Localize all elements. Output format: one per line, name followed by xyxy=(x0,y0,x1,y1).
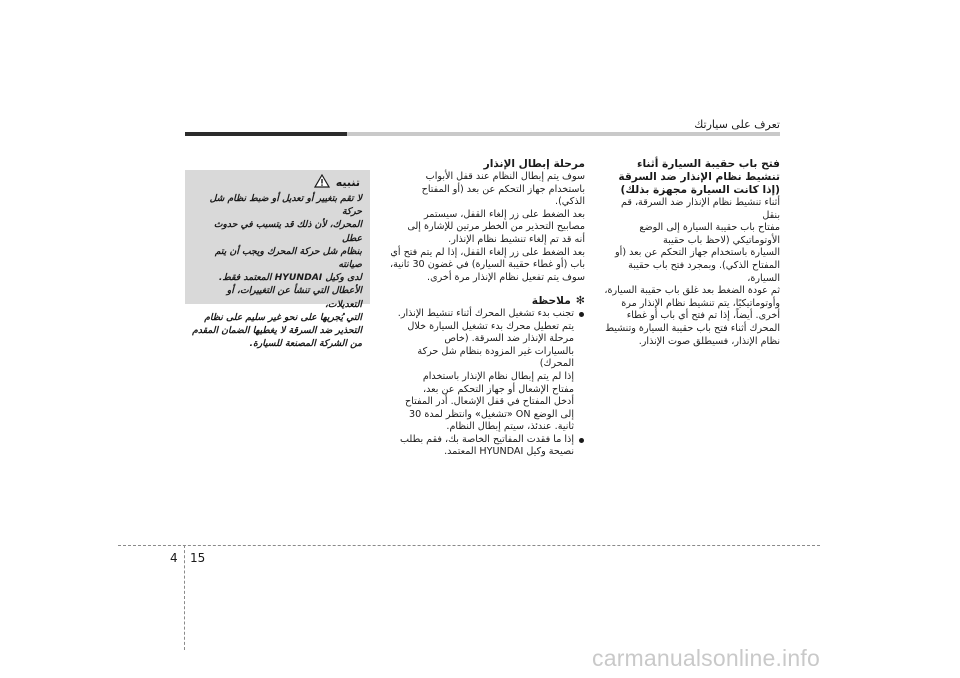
body-line: وأوتوماتيكيًا، يتم تنشيط نظام الإنذار مرة xyxy=(621,297,780,309)
warning-heading-label: تنبيه xyxy=(335,176,360,189)
bullet-line: مرحلة الإنذار ضد السرقة. (خاص xyxy=(444,333,574,345)
body-line: السيارة باستخدام جهاز التحكم عن بعد (أو xyxy=(615,247,780,259)
page-number: 15 xyxy=(190,551,206,565)
section-heading: فتح باب حقيبة السيارة أثناء تنشيط نظام الإنذار ضد السرقة xyxy=(618,158,780,183)
body-line: مفتاح باب حقيبة السيارة إلى الوضع الأوتوماتيكي (لاحظ باب حقيبة xyxy=(639,222,780,246)
body-line: سوف يتم تفعيل نظام الإنذار مرة أخرى. xyxy=(427,271,585,283)
warning-box xyxy=(185,170,370,350)
body-line: الذكي). xyxy=(555,196,585,208)
warning-heading xyxy=(314,174,360,191)
right-column xyxy=(602,158,780,348)
body-line: باب (أو غطاء حقيبة السيارة) في غضون 30 ثانية، xyxy=(389,259,585,271)
bullet-line: إذا ما فقدت المفاتيح الخاصة بك، فقم بطلب xyxy=(400,433,574,445)
bullet-line: مفتاح الإشعال أو جهاز التحكم عن بعد، xyxy=(422,383,574,395)
warning-line: التحذير ضد السرقة لا يغطيها الضمان المقدم xyxy=(192,325,362,337)
body-line: ثم عودة الضغط بعد غلق باب حقيبة السيارة، xyxy=(604,285,780,297)
bullet-line: المحرك) xyxy=(539,358,574,370)
body-line: بعد الضغط على زر إلغاء القفل، إذا لم يتم فتح أي xyxy=(390,246,585,258)
warning-line: التي يُجريها على نحو غير سليم على نظام xyxy=(204,311,362,323)
warning-triangle-icon xyxy=(314,174,330,191)
bullet-line: يتم تعطيل محرك بدء تشغيل السيارة خلال xyxy=(407,320,574,332)
warning-line: بنظام شل حركة المحرك ويجب أن يتم صيانته xyxy=(214,245,362,271)
body-line: أثناء تنشيط نظام الإنذار ضد السرقة، قم بنقل xyxy=(620,197,780,221)
bullet-line: نصيحة وكيل HYUNDAI المعتمد. xyxy=(444,446,574,458)
bullet-line: تجنب بدء تشغيل المحرك أثناء تنشيط الإنذار. xyxy=(397,307,574,319)
bullet-line: بالسيارات غير المزودة بنظام شل حركة xyxy=(417,345,574,357)
footer-divider xyxy=(184,545,185,650)
bullet-line: ثانية. عندئذ، سيتم إبطال النظام. xyxy=(446,421,574,433)
footer-rule xyxy=(118,545,820,546)
warning-line: المحرك، لأن ذلك قد يتسبب في حدوث عطل xyxy=(213,219,362,244)
body-line: مصابيح التحذير من الخطر مرتين للإشارة إلى xyxy=(407,221,585,233)
watermark: carmanualsonline.info xyxy=(592,645,820,671)
body-line: باستخدام جهاز التحكم عن بعد (أو المفتاح xyxy=(421,183,585,195)
warning-line: لا تقم بتغيير أو تعديل أو ضبط نظام شل حركة xyxy=(209,193,362,218)
body-line: المحرك أثناء فتح باب حقيبة السيارة وتنشيط xyxy=(605,322,780,334)
section-heading: مرحلة إبطال الإنذار xyxy=(483,158,585,170)
header-rule-accent xyxy=(185,132,347,136)
note-heading-label: ملاحظة xyxy=(531,295,571,308)
body-line: أنه قد تم إلغاء تنشيط نظام الإنذار. xyxy=(448,233,585,245)
bullet-line: إلى الوضع ON «تشغيل» وانتظر لمدة 30 xyxy=(409,408,574,420)
warning-body xyxy=(192,192,362,350)
bullet-line: أدخل المفتاح في قفل الإشعال. أدر المفتاح xyxy=(404,396,574,408)
page-header-title: تعرف على سيارتك xyxy=(694,118,780,131)
warning-line: من الشركة المصنعة للسيارة. xyxy=(249,338,362,350)
body-line: المفتاح الذكي). وبمجرد فتح باب حقيبة السيارة، xyxy=(628,259,780,284)
note-bullet-item xyxy=(385,434,585,459)
middle-column xyxy=(385,158,585,459)
section-subheading: (إذا كانت السيارة مجهزة بذلك) xyxy=(620,184,780,196)
chapter-number: 4 xyxy=(170,551,178,565)
note-star-icon: ✻ xyxy=(575,294,585,308)
warning-line: الأعطال التي تنشأ عن التغييرات، أو التعديلات، xyxy=(226,285,362,310)
body-line: بعد الضغط على زر إلغاء القفل، سيستمر xyxy=(424,208,585,220)
note-heading xyxy=(385,295,585,308)
body-line: سوف يتم إبطال النظام عند قفل الأبواب xyxy=(425,171,585,182)
bullet-line: إذا لم يتم إبطال نظام الإنذار باستخدام xyxy=(422,370,574,382)
body-line: أخرى. أيضاً، إذا تم فتح أي باب أو غطاء xyxy=(626,310,780,322)
note-bullet-item xyxy=(385,308,585,434)
body-line: نظام الإنذار، فسيطلق صوت الإنذار. xyxy=(638,335,780,347)
warning-line: لدى وكيل HYUNDAI المعتمد فقط. xyxy=(218,272,362,284)
